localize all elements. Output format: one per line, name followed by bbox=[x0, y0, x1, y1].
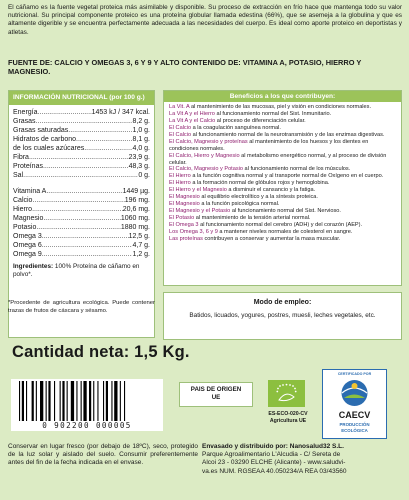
benefit-nutrient: El Calcio, Magnesio y Potasio bbox=[169, 166, 243, 173]
barcode-bar bbox=[22, 381, 24, 421]
benefit-nutrient: El Hierro bbox=[169, 180, 191, 187]
nutrient-value: 8,2 g. bbox=[132, 118, 150, 125]
barcode-bar bbox=[103, 381, 104, 421]
benefit-item bbox=[169, 139, 396, 153]
ingredients-label: Ingredientes: bbox=[13, 263, 54, 270]
benefit-item bbox=[169, 180, 396, 187]
benefit-item bbox=[169, 132, 396, 139]
leader-dots bbox=[46, 187, 122, 196]
benefit-nutrient: El Hierro bbox=[169, 173, 191, 180]
nutrition-row bbox=[9, 196, 154, 205]
benefit-item bbox=[169, 187, 396, 194]
usage-panel bbox=[163, 292, 402, 340]
benefit-item bbox=[169, 208, 396, 215]
benefit-item bbox=[169, 201, 396, 208]
leader-dots bbox=[84, 144, 132, 153]
benefit-text: al funcionamiento normal del Sist. Inmunitario. bbox=[214, 110, 332, 117]
packer-line-3: va.es NUM. RGSEAA 40.050234/A REA 03/43560 bbox=[202, 467, 347, 475]
benefit-nutrient: El Calcio bbox=[169, 124, 192, 131]
eco-origin: Agricultura UE bbox=[269, 418, 307, 424]
nutrition-row bbox=[9, 187, 154, 196]
benefit-nutrient: El Calcio, Magnesio y proteínas bbox=[169, 138, 248, 145]
barcode-bar bbox=[81, 381, 82, 421]
packer-line-1: Parque Agroalimentario L'Alcudia - C/ Sereta de bbox=[202, 451, 341, 459]
benefit-text: a la coagulación sanguínea normal. bbox=[191, 124, 281, 131]
benefit-text: contribuyen a conservar y aumentar la masa muscular. bbox=[202, 236, 341, 243]
intro-text: El cáñamo es la fuente vegetal proteica más asimilable y disponible. Su proceso de extracción en frío hace que mantenga todo su valor nutricional. Su principal componente proteico es una proteína globular llamada edestina (66%), que se asemeja a la globulina y que es altamente digerible y se encuentra perfectamente adecuada a las necesidades del cuerpo. Es ideal como aporte proteico en deportistas y atletas. bbox=[8, 4, 402, 36]
usage-text: Batidos, licuados, yogures, postres, muesli, leches vegetales, etc. bbox=[189, 312, 376, 319]
eco-code: ES-ECO-020-CV bbox=[268, 411, 308, 417]
nutrient-label: Potasio bbox=[13, 224, 37, 231]
nutrient-value: 0 g. bbox=[138, 172, 150, 179]
leader-dots bbox=[42, 250, 133, 259]
barcode-bar bbox=[97, 381, 98, 421]
caecv-seal bbox=[322, 369, 387, 439]
barcode-bar bbox=[62, 381, 64, 421]
nutrient-value: 1880 mg. bbox=[120, 224, 150, 231]
nutrient-value: 1449 µg. bbox=[122, 188, 150, 195]
net-quantity: Cantidad neta: 1,5 Kg. bbox=[12, 343, 190, 361]
benefit-text: al proceso de diferenciación celular. bbox=[215, 117, 306, 124]
benefit-text: al equilibrio electrolítico y a la síntesis proteica. bbox=[199, 194, 318, 201]
leader-dots bbox=[32, 196, 124, 205]
leader-dots bbox=[36, 223, 120, 232]
nutrition-row bbox=[9, 126, 154, 135]
nutrition-row bbox=[9, 117, 154, 126]
barcode-bar bbox=[26, 381, 27, 421]
packer-title: Envasado y distribuido por: Nanosalud32 S.L. bbox=[202, 443, 344, 450]
leader-dots bbox=[38, 108, 92, 117]
barcode-bar bbox=[36, 381, 37, 421]
benefit-text: al funcionamiento normal de los músculos. bbox=[243, 166, 351, 173]
nutrition-row bbox=[9, 144, 154, 153]
benefit-nutrient: El Potasio bbox=[169, 215, 195, 222]
barcode-bar bbox=[89, 381, 91, 421]
origin-value: UE bbox=[211, 394, 221, 401]
allergen-note: *Procedente de agricultura ecológica. Puede contener trazas de frutos de cáscara y sésamo. bbox=[8, 300, 155, 314]
nutrition-row bbox=[9, 205, 154, 214]
nutrition-row bbox=[9, 214, 154, 223]
benefit-text: a disminuir el cansancio y la fatiga. bbox=[226, 187, 316, 194]
benefit-item bbox=[169, 194, 396, 201]
nutrition-row bbox=[9, 250, 154, 259]
leader-dots bbox=[29, 153, 129, 162]
barcode-bar bbox=[106, 381, 108, 421]
leader-dots bbox=[36, 117, 133, 126]
benefit-item bbox=[169, 173, 396, 180]
barcode-digits: 0 902200 000005 bbox=[11, 421, 163, 430]
barcode-bar bbox=[114, 381, 117, 421]
benefit-text: a mantener niveles normales de colesterol en sangre. bbox=[217, 229, 353, 236]
barcode-bar bbox=[46, 381, 47, 421]
nutrition-row bbox=[9, 171, 154, 180]
nutrient-value: 23,9 g. bbox=[128, 154, 150, 161]
usage-header: Modo de empleo: bbox=[253, 299, 312, 306]
caecv-sub2: ECOLÒGICA bbox=[341, 428, 368, 433]
benefit-text: al mantenimiento de las mucosas, piel y visión en condiciones normales. bbox=[189, 104, 372, 110]
nutrition-row bbox=[9, 162, 154, 171]
packer-line-2: Alcoi 23 - 03290 ELCHE (Alicante) - www.saludvi- bbox=[202, 459, 346, 467]
nutrient-value: 1060 mg. bbox=[120, 215, 150, 222]
nutrition-header: INFORMACIÓN NUTRICIONAL (por 100 g.) bbox=[9, 91, 154, 105]
barcode-bar bbox=[83, 381, 86, 421]
nutrient-value: 196 mg. bbox=[124, 197, 150, 204]
leader-dots bbox=[68, 126, 132, 135]
barcode-bar bbox=[32, 381, 34, 421]
eco-certification-code bbox=[262, 411, 314, 425]
nutrient-label: Vitamina A bbox=[13, 188, 47, 195]
nutrient-value: 48,3 g. bbox=[128, 163, 150, 170]
nutrient-label: Omega 3 bbox=[13, 233, 42, 240]
benefits-list bbox=[164, 102, 401, 243]
benefit-item bbox=[169, 215, 396, 222]
caecv-certified-by: CERTIFICADO POR bbox=[337, 372, 372, 376]
benefit-item bbox=[169, 125, 396, 132]
nutrition-row bbox=[9, 223, 154, 232]
benefit-item bbox=[169, 166, 396, 173]
benefit-nutrient: La Vit A y el Hierro bbox=[169, 110, 215, 117]
benefit-text: al funcionamiento normal del cerebro (ADH) y del corazón (AEP). bbox=[198, 222, 363, 229]
benefit-text: al metabolismo energético normal, y al proceso de división celular. bbox=[169, 152, 387, 166]
nutrient-value: 8,1 g. bbox=[132, 136, 150, 143]
storage-instructions: Conservar en lugar fresco (por debajo de 18ºC), seco, protegido de la luz solar y aislado del suelo. Consumir preferentemente antes del fin de la fecha indicada en el envase. bbox=[8, 443, 198, 467]
ingredients bbox=[9, 259, 154, 279]
barcode-bar bbox=[71, 381, 74, 421]
benefit-nutrient: El Hierro y el Magnesio bbox=[169, 187, 227, 194]
benefit-item bbox=[169, 118, 396, 125]
nutrient-label: Grasas saturadas bbox=[13, 127, 69, 134]
nutrient-value: 4,7 g. bbox=[132, 242, 150, 249]
nutrition-rows-minerals bbox=[9, 187, 154, 259]
nutrient-value: 4,0 g. bbox=[132, 145, 150, 152]
caecv-name: CAECV bbox=[338, 410, 371, 420]
benefit-item bbox=[169, 229, 396, 236]
barcode-bar bbox=[48, 381, 50, 421]
benefit-nutrient: La Vit. A bbox=[169, 104, 190, 110]
nutrient-label: Fibra bbox=[13, 154, 29, 161]
nutrition-rows-main bbox=[9, 105, 154, 180]
benefit-nutrient: El Magnesio bbox=[169, 194, 200, 201]
benefit-item bbox=[169, 236, 396, 243]
benefit-nutrient: Los Omega 3, 6 y 9 bbox=[169, 229, 218, 236]
barcode-bar bbox=[120, 381, 121, 421]
caecv-sub1: PRODUCCIÓN bbox=[339, 422, 370, 427]
leader-dots bbox=[42, 241, 133, 250]
benefit-text: al funcionamiento normal del Sist. Nervioso. bbox=[230, 208, 341, 215]
nutrition-row bbox=[9, 232, 154, 241]
nutrition-row bbox=[9, 153, 154, 162]
nutrient-label: de los cuales azúcares bbox=[13, 145, 85, 152]
benefit-nutrient: Las proteínas bbox=[169, 236, 203, 243]
barcode-bar bbox=[76, 381, 77, 421]
nutrient-label: Sal bbox=[13, 172, 24, 179]
benefit-text: al mantenimiento de la tensión arterial normal. bbox=[194, 215, 311, 222]
barcode-bar bbox=[111, 381, 112, 421]
benefit-nutrient: El Magnesio y el Potasio bbox=[169, 208, 231, 215]
benefits-panel bbox=[163, 90, 402, 286]
benefit-item bbox=[169, 222, 396, 229]
benefit-nutrient: El Magnesio bbox=[169, 201, 200, 208]
nutrient-label: Calcio bbox=[13, 197, 33, 204]
barcode-bars bbox=[11, 381, 163, 425]
barcode-bar bbox=[67, 381, 68, 421]
nutrient-value: 12,5 g. bbox=[128, 233, 150, 240]
leader-dots bbox=[23, 171, 138, 180]
nutrient-label: Energía bbox=[13, 109, 38, 116]
leader-dots bbox=[43, 214, 120, 223]
origin-box bbox=[179, 382, 253, 407]
nutrient-claims: FUENTE DE: CALCIO Y OMEGAS 3, 6 Y 9 Y ALTO CONTENIDO DE: VITAMINA A, POTASIO, HIERRO Y MAGNESIO. bbox=[8, 58, 362, 76]
nutrient-value: 20,6 mg. bbox=[122, 206, 150, 213]
eu-organic-leaf-icon bbox=[268, 380, 305, 407]
barcode-bar bbox=[40, 381, 43, 421]
origin-label: PAIS DE ORIGEN bbox=[190, 386, 242, 393]
benefit-item bbox=[169, 111, 396, 118]
benefit-text: a la formación normal de glóbulos rojos y hemoglobina. bbox=[190, 180, 330, 187]
nutrient-label: Omega 6 bbox=[13, 242, 42, 249]
benefit-nutrient: El Calcio, Hierro y Magnesio bbox=[169, 152, 240, 159]
packer-info bbox=[202, 443, 402, 476]
leader-dots bbox=[76, 135, 132, 144]
leader-dots bbox=[42, 232, 129, 241]
barcode bbox=[11, 379, 163, 431]
nutrient-label: Hierro bbox=[13, 206, 33, 213]
leader-dots bbox=[43, 162, 129, 171]
benefit-item bbox=[169, 104, 396, 111]
nutrient-value: 1453 kJ / 347 kcal. bbox=[91, 109, 150, 116]
nutrient-label: Omega 9 bbox=[13, 251, 42, 258]
barcode-bar bbox=[93, 381, 94, 421]
nutrition-row bbox=[9, 108, 154, 117]
nutrition-row bbox=[9, 241, 154, 250]
benefit-item bbox=[169, 153, 396, 167]
nutrient-label: Magnesio bbox=[13, 215, 44, 222]
benefit-text: a la función psicológica normal. bbox=[199, 201, 280, 208]
nutrition-row bbox=[9, 135, 154, 144]
barcode-bar bbox=[124, 381, 125, 421]
benefit-nutrient: El Calcio bbox=[169, 131, 192, 138]
nutrient-label: Grasas bbox=[13, 118, 36, 125]
benefit-text: a la función cognitiva normal y al transporte normal de Oxígeno en el cuerpo. bbox=[190, 173, 384, 180]
barcode-bar bbox=[60, 381, 61, 421]
benefit-nutrient: La Vit A y el Calcio bbox=[169, 117, 216, 124]
barcode-bar bbox=[54, 381, 55, 421]
benefit-text: al mantenimiento de los huesos y los dientes en condiciones normales. bbox=[169, 138, 369, 152]
nutrient-value: 1,2 g. bbox=[132, 251, 150, 258]
nutrient-label: Hidratos de carbono bbox=[13, 136, 77, 143]
benefits-header: Beneficios a los que contribuyen: bbox=[164, 91, 401, 102]
nutrient-label: Proteínas bbox=[13, 163, 43, 170]
nutrient-value: 1,0 g. bbox=[132, 127, 150, 134]
ingredients-text: 100% Proteína de cáñamo en polvo*. bbox=[13, 263, 140, 278]
benefit-text: al funcionamiento normal de la neurotransmisión y de las enzimas digestivas. bbox=[191, 131, 385, 138]
leader-dots bbox=[32, 205, 123, 214]
benefit-nutrient: El Omega 3 bbox=[169, 222, 199, 229]
barcode-bar bbox=[19, 381, 20, 421]
